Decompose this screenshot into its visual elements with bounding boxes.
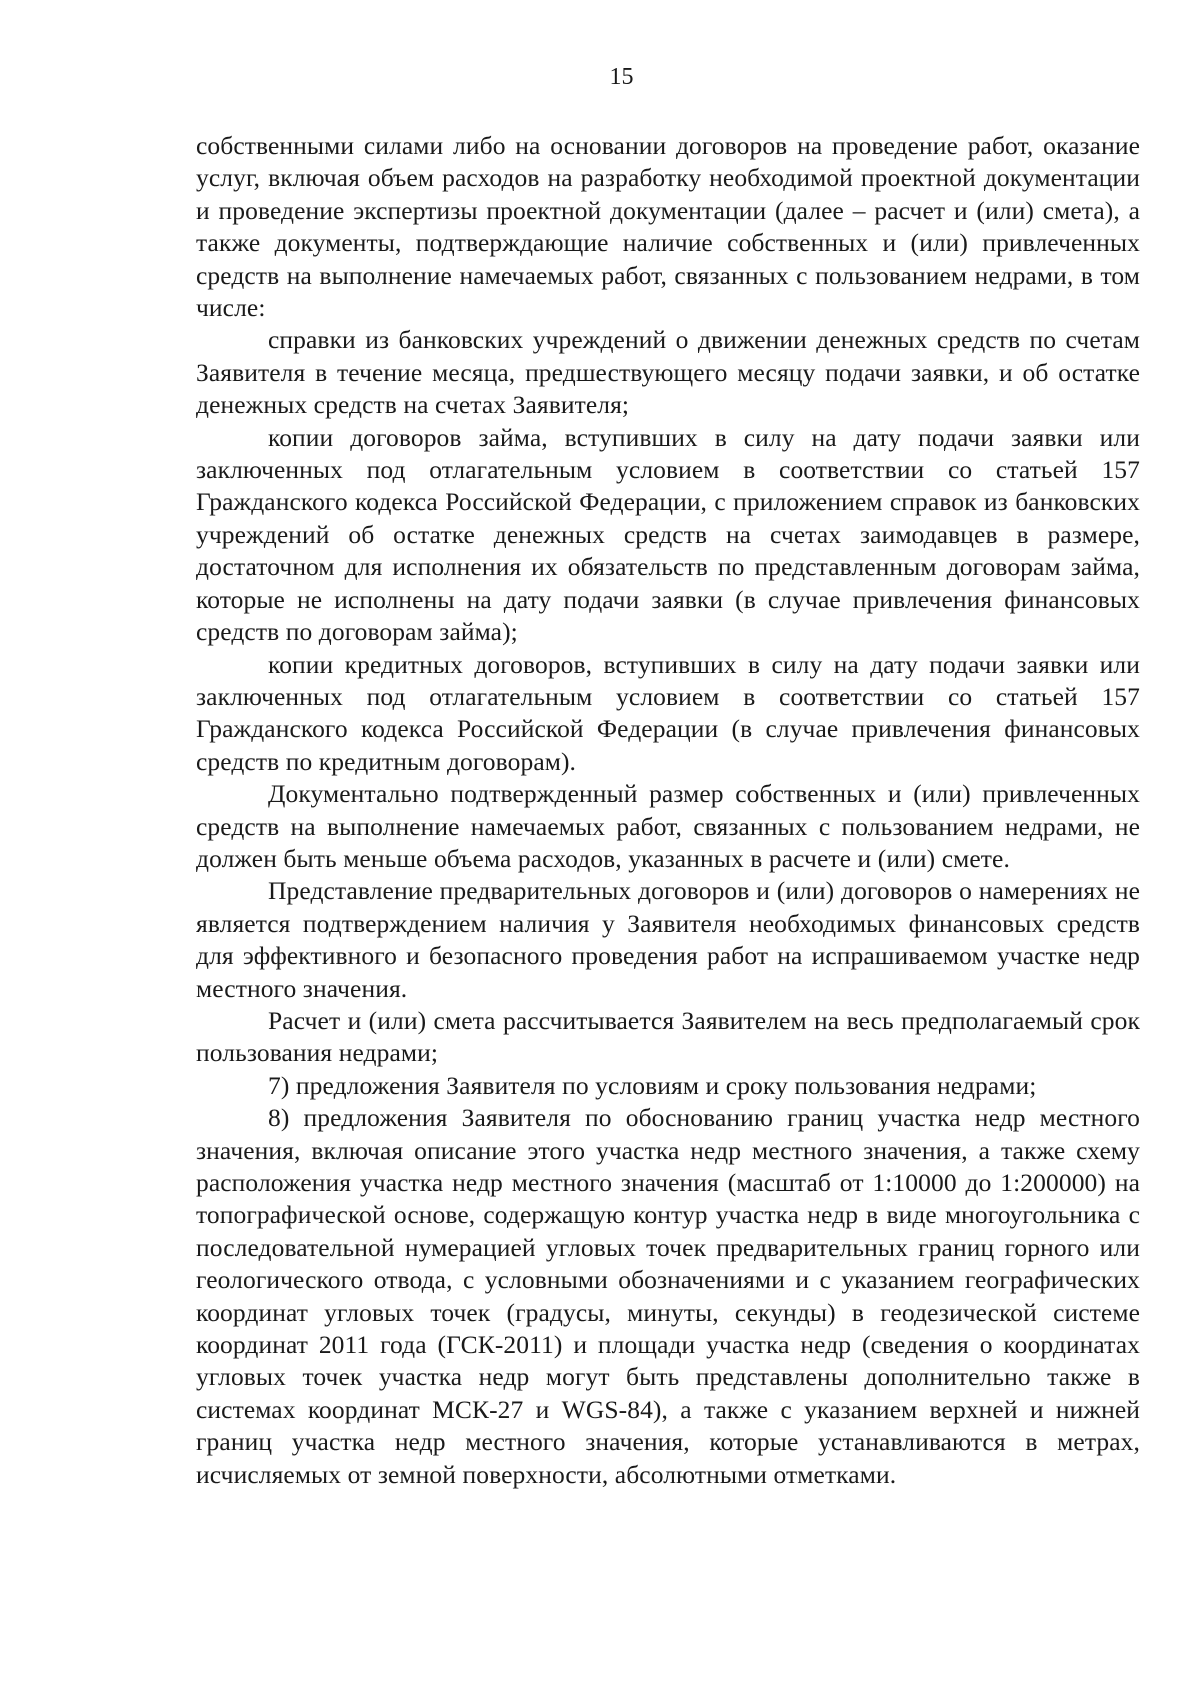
paragraph-7: Расчет и (или) смета рассчитывается Заявителем на весь предполагаемый срок пользования недрами;: [196, 1005, 1140, 1068]
paragraph-4: копии кредитных договоров, вступивших в силу на дату подачи заявки или заключенных под отлагательным условием в соответствии со статьей 157 Гражданского кодекса Российской Федерации (в случае привлечения финансовых средств по кредитным договорам).: [196, 649, 1140, 776]
paragraph-2: справки из банковских учреждений о движении денежных средств по счетам Заявителя в течение месяца, предшествующего месяцу подачи заявки, и об остатке денежных средств на счетах Заявителя;: [196, 325, 1140, 420]
paragraph-3: копии договоров займа, вступивших в силу на дату подачи заявки или заключенных под отлагательным условием в соответствии со статьей 157 Гражданского кодекса Российской Федерации, с приложением справок из банковских учреждений об остатке денежных средств на счетах заимодавцев в размере, достаточном для исполнения их обязательств по представленным договорам займа, которые не исполнены на дату подачи заявки (в случае привлечения финансовых средств по договорам займа);: [196, 422, 1140, 647]
page-number: 15: [609, 64, 634, 90]
paragraph-item-7: 7) предложения Заявителя по условиям и сроку пользования недрами;: [268, 1070, 1037, 1100]
paragraph-6: Представление предварительных договоров и (или) договоров о намерениях не является подтверждением наличия у Заявителя необходимых финансовых средств для эффективного и безопасного проведения работ на испрашиваемом участке недр местного значения.: [196, 876, 1140, 1003]
paragraph-1: собственными силами либо на основании договоров на проведение работ, оказание услуг, включая объем расходов на разработку необходимой проектной документации и проведение экспертизы проектной документации (далее – расчет и (или) смета), а также документы, подтверждающие наличие собственных и (или) привлеченных средств на выполнение намечаемых работ, связанных с пользованием недрами, в том числе:: [196, 131, 1140, 323]
document-body: [196, 130, 1140, 1491]
paragraph-5: Документально подтвержденный размер собственных и (или) привлеченных средств на выполнение намечаемых работ, связанных с пользованием недрами, не должен быть меньше объема расходов, указанных в расчете и (или) смете.: [196, 779, 1140, 873]
paragraph-item-8: 8) предложения Заявителя по обоснованию границ участка недр местного значения, включая описание этого участка недр местного значения, а также схему расположения участка недр местного значения (масштаб от 1:10000 до 1:200000) на топографической основе, содержащую контур участка недр в виде многоугольника с последовательной нумерацией угловых точек предварительных границ горного или геологического отвода, с условными обозначениями и с указанием географических координат угловых точек (градусы, минуты, секунды) в геодезической системе координат 2011 года (ГСК-2011) и площади участка недр (сведения о координатах угловых точек участка недр могут быть представлены дополнительно также в системах координат МСК-27 и WGS-84), а также с указанием верхней и нижней границ участка недр местного значения, которые устанавливаются в метрах, исчисляемых от земной поверхности, абсолютными отметками.: [196, 1103, 1140, 1489]
